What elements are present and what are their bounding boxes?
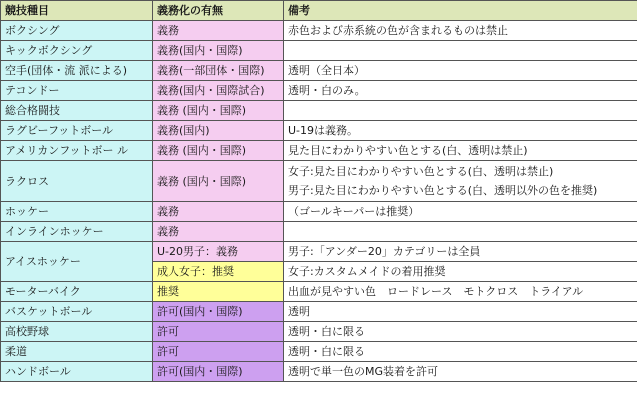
mandatory-cell: 許可(国内・国際) bbox=[153, 362, 284, 382]
mandatory-cell: 義務 bbox=[153, 21, 284, 41]
table-row bbox=[1, 342, 637, 362]
sport-cell: 柔道 bbox=[1, 342, 153, 362]
table-row bbox=[1, 322, 637, 342]
mandatory-cell: 成人女子：推奨 bbox=[153, 262, 284, 282]
table-row bbox=[1, 61, 637, 81]
notes-line-men: 男子:見た目にわかりやすい色とする(白、透明以外の色を推奨) bbox=[288, 184, 598, 197]
header-sport: 競技種目 bbox=[1, 1, 153, 21]
notes-cell: 透明・白に限る bbox=[284, 322, 637, 342]
sport-cell: バスケットボール bbox=[1, 302, 153, 322]
table-row bbox=[1, 121, 637, 141]
table-row bbox=[1, 141, 637, 161]
mandatory-cell: 義務 (国内・国際) bbox=[153, 101, 284, 121]
notes-cell: 透明・白に限る bbox=[284, 342, 637, 362]
table-row bbox=[1, 101, 637, 121]
mandatory-cell: 許可 bbox=[153, 322, 284, 342]
mandatory-cell: 義務(国内) bbox=[153, 121, 284, 141]
sport-cell: テコンドー bbox=[1, 81, 153, 101]
table-row bbox=[1, 41, 637, 61]
table-row bbox=[1, 302, 637, 322]
notes-line-women: 女子:見た目にわかりやすい色とする(白、透明は禁止) bbox=[288, 165, 554, 178]
sport-cell: ハンドボール bbox=[1, 362, 153, 382]
sport-cell: インラインホッケー bbox=[1, 222, 153, 242]
notes-cell: 見た目にわかりやすい色とする(白、透明は禁止) bbox=[284, 141, 637, 161]
mandatory-cell: U-20男子：義務 bbox=[153, 242, 284, 262]
notes-cell: 透明で単一色のMG装着を許可 bbox=[284, 362, 637, 382]
header-row bbox=[1, 1, 637, 21]
mandatory-cell: 許可(国内・国際) bbox=[153, 302, 284, 322]
notes-cell: 透明 bbox=[284, 302, 637, 322]
table-row bbox=[1, 242, 637, 262]
notes-cell: U-19は義務。 bbox=[284, 121, 637, 141]
table-row bbox=[1, 21, 637, 41]
sport-cell: ボクシング bbox=[1, 21, 153, 41]
table-row bbox=[1, 282, 637, 302]
notes-cell bbox=[284, 161, 637, 202]
mandatory-cell: 義務 bbox=[153, 202, 284, 222]
sport-cell: アメリカンフットボー ル bbox=[1, 141, 153, 161]
notes-cell: 出血が見やすい色 ロードレース モトクロス トライアル bbox=[284, 282, 637, 302]
sport-cell: アイスホッケー bbox=[1, 242, 153, 282]
header-mandatory: 義務化の有無 bbox=[153, 1, 284, 21]
table-row bbox=[1, 202, 637, 222]
table-row bbox=[1, 161, 637, 202]
notes-cell: 透明（全日本） bbox=[284, 61, 637, 81]
table-row bbox=[1, 222, 637, 242]
mandatory-cell: 義務 bbox=[153, 222, 284, 242]
sport-cell: 空手(団体・流 派による) bbox=[1, 61, 153, 81]
header-notes: 備考 bbox=[284, 1, 637, 21]
sport-cell: 総合格闘技 bbox=[1, 101, 153, 121]
notes-cell: （ゴールキーパーは推奨） bbox=[284, 202, 637, 222]
notes-cell bbox=[284, 101, 637, 121]
mandatory-cell: 義務 (国内・国際) bbox=[153, 161, 284, 202]
notes-cell bbox=[284, 222, 637, 242]
sport-cell: ラグビーフットボール bbox=[1, 121, 153, 141]
mandatory-cell: 義務(一部団体・国際) bbox=[153, 61, 284, 81]
sport-cell: 高校野球 bbox=[1, 322, 153, 342]
notes-cell: 赤色および赤系統の色が含まれるものは禁止 bbox=[284, 21, 637, 41]
table-row bbox=[1, 362, 637, 382]
mandatory-cell: 義務(国内・国際) bbox=[153, 41, 284, 61]
notes-cell bbox=[284, 41, 637, 61]
mandatory-cell: 義務 (国内・国際) bbox=[153, 141, 284, 161]
sport-cell: キックボクシング bbox=[1, 41, 153, 61]
mandatory-cell: 許可 bbox=[153, 342, 284, 362]
table-row bbox=[1, 81, 637, 101]
notes-cell: 男子:「アンダー20」カテゴリーは全員 bbox=[284, 242, 637, 262]
sport-cell: モーターバイク bbox=[1, 282, 153, 302]
mandatory-cell: 義務(国内・国際試合) bbox=[153, 81, 284, 101]
notes-cell: 女子:カスタムメイドの着用推奨 bbox=[284, 262, 637, 282]
mandatory-cell: 推奨 bbox=[153, 282, 284, 302]
notes-cell: 透明・白のみ。 bbox=[284, 81, 637, 101]
sport-cell: ラクロス bbox=[1, 161, 153, 202]
sport-cell: ホッケー bbox=[1, 202, 153, 222]
